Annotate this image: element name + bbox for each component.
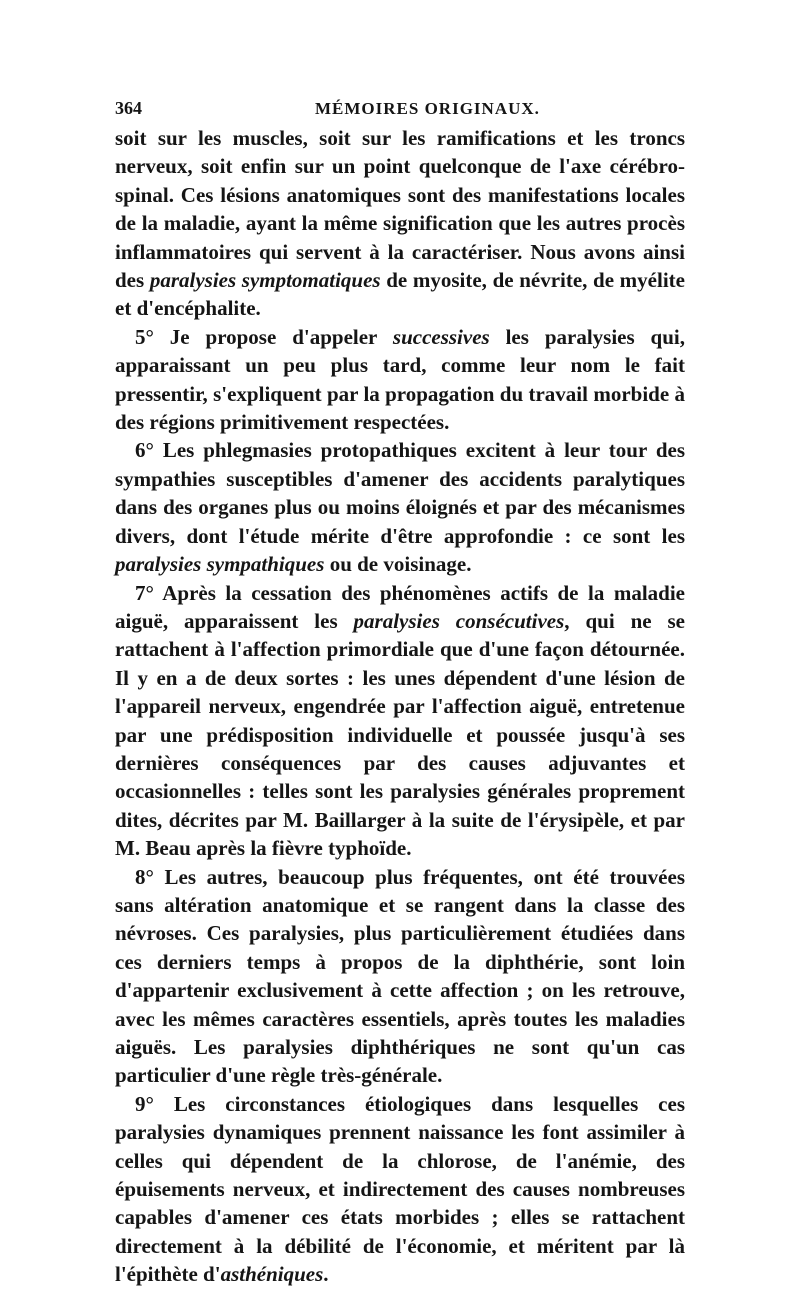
- paragraph: [115, 1090, 685, 1289]
- italic-term: paralysies symptomatiques: [149, 268, 381, 293]
- book-page: [115, 98, 685, 1289]
- text-run: 9° Les circonstances étiologiques dans lesquelles ces paralysies dynamiques prennent naissance les font assimiler à celles qui dépendent de la chlorose, de l'anémie, des épuisements nerveux, et indirectement des causes nombreuses capables d'amener ces états morbides ; elles se rattachent directement à la débilité de l'économie, et méritent par là l'épithète d': [115, 1091, 685, 1287]
- paragraph: [115, 323, 685, 437]
- italic-term: paralysies sympathiques: [115, 552, 325, 577]
- text-run: 6° Les phlegmasies protopathiques excitent à leur tour des sympathies susceptibles d'amener des accidents paralytiques dans des organes plus ou moins éloignés et par des mécanismes divers, dont l'étude mérite d'être approfondie : ce sont les: [115, 438, 685, 548]
- text-run: les paralysies qui, apparaissant un peu plus tard, comme leur nom le fait pressentir, s'expliquent par la propagation du travail morbide à des régions primitivement respectées.: [115, 324, 685, 435]
- italic-term: successives: [392, 324, 490, 349]
- paragraph: [115, 863, 685, 1090]
- text-run: ou de voisinage.: [324, 552, 472, 577]
- page-number: 364: [115, 98, 142, 118]
- text-run: , qui ne se rattachent à l'affection primordiale que d'une façon détournée. Il y en a de deux sortes : les unes dépendent d'une lésion de l'appareil nerveux, engendrée par l'affection aiguë, entretenue par une prédisposition individuelle et poussée jusqu'à ses dernières conséquences par des causes adjuvantes et occasionnelles : telles sont les paralysies générales proprement dites, décrites par M. Baillarger à la suite de l'érysipèle, et par M. Beau après la fièvre typhoïde.: [115, 608, 685, 861]
- page-header: [115, 98, 685, 124]
- text-run: .: [323, 1262, 329, 1287]
- text-run: 7° Après la cessation des phénomènes actifs de la maladie aiguë, apparaissent les: [115, 580, 685, 633]
- running-title: MÉMOIRES ORIGINAUX.: [315, 99, 540, 118]
- paragraph: [115, 124, 685, 323]
- italic-term: asthéniques: [220, 1262, 324, 1287]
- paragraph: [115, 579, 685, 863]
- paragraph: [115, 436, 685, 578]
- italic-term: paralysies consécutives: [353, 608, 565, 633]
- text-run: 8° Les autres, beaucoup plus fréquentes, ont été trouvées sans altération anatomique et se rangent dans la classe des névroses. Ces paralysies, plus particulièrement étudiées dans ces derniers temps à propos de la diphthérie, sont loin d'appartenir exclusivement à cette affection ; on les retrouve, avec les mêmes caractères essentiels, après toutes les maladies aiguës. Les paralysies diphthériques ne sont qu'un cas particulier d'une règle très-générale.: [115, 864, 685, 1088]
- text-run: de myosite, de névrite, de myélite et d'encéphalite.: [115, 268, 685, 321]
- text-run: soit sur les muscles, soit sur les ramifications et les troncs nerveux, soit enfin sur un point quelconque de l'axe cérébro-spinal. Ces lésions anatomiques sont des manifestations locales de la maladie, ayant la même signification que les autres procès inflammatoires qui servent à la caractériser. Nous avons ainsi des: [115, 126, 685, 293]
- body-text: [115, 124, 685, 1289]
- text-run: 5° Je propose d'appeler: [135, 324, 393, 349]
